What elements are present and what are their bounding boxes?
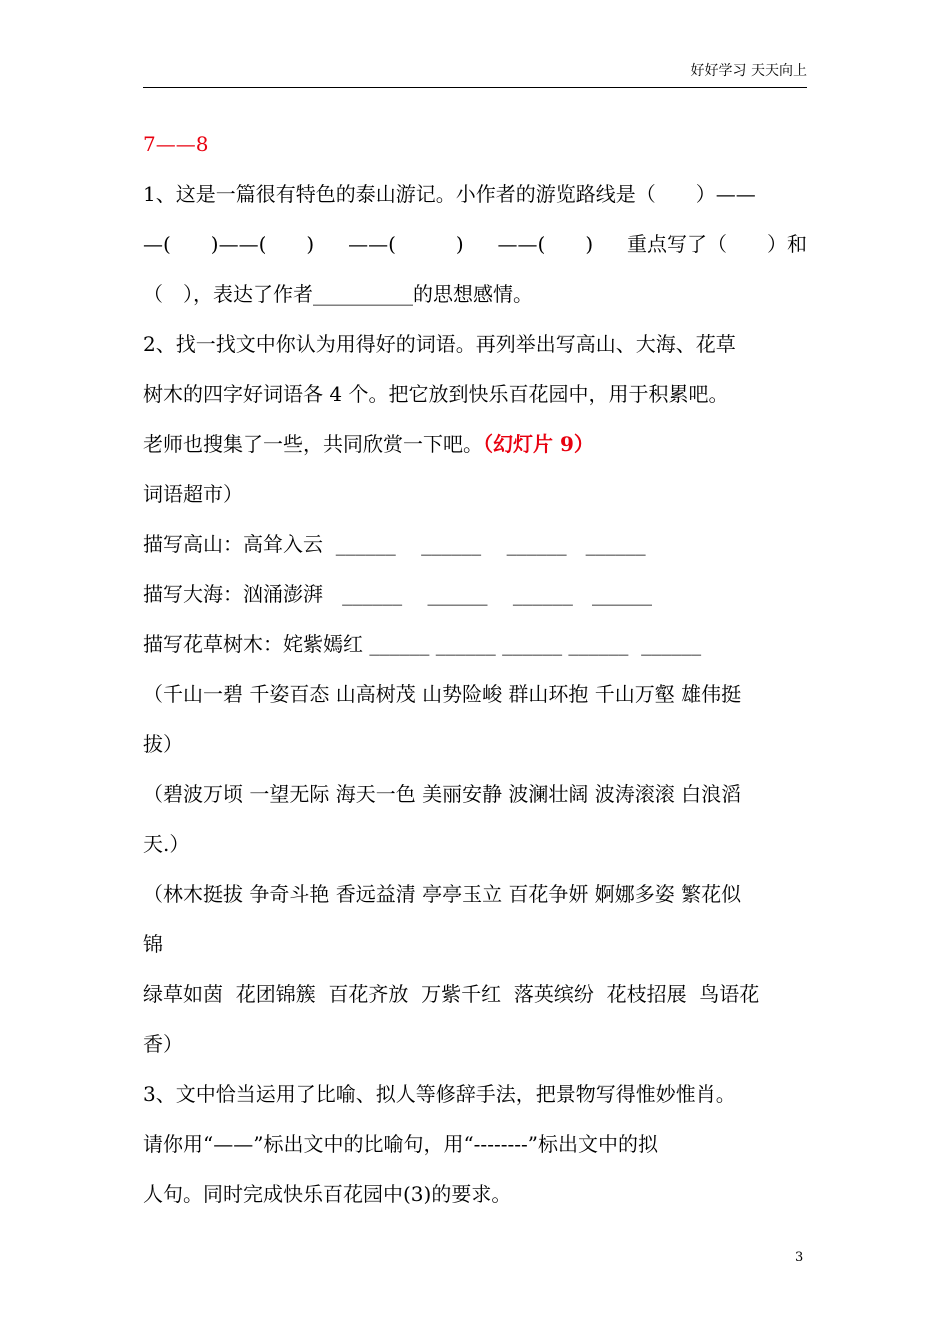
- q2-line-3: [143, 419, 807, 469]
- q1-line-1: 1、这是一篇很有特色的泰山游记。小作者的游览路线是（ ）——: [143, 182, 756, 206]
- mountain-word-list-1: （千山一碧 千姿百态 山高树茂 山势险峻 群山环抱 千山万壑 雄伟挺: [143, 682, 742, 706]
- q1-line-3: （ ），表达了作者__________的思想感情。: [143, 282, 533, 306]
- q3-line-3: 人句。同时完成快乐百花园中(3)的要求。: [143, 1182, 512, 1206]
- plant-word-list-3: 绿草如茵 花团锦簇 百花齐放 万紫千红 落英缤纷 花枝招展 鸟语花: [143, 982, 760, 1006]
- q2-line-1: 2、找一找文中你认为用得好的词语。再列举出写高山、大海、花草: [143, 332, 736, 356]
- slide-reference: （幻灯片 9）: [483, 432, 594, 456]
- plant-word-list-2: 锦: [143, 932, 163, 956]
- mountain-words-line: 描写高山：高耸入云 ______ ______ ______ ______: [143, 532, 646, 556]
- q2-line-3-text: 老师也搜集了一些，共同欣赏一下吧。: [143, 432, 483, 456]
- q1-line-2: [143, 219, 807, 269]
- page-header: 好好学习 天天向上: [690, 63, 807, 79]
- q1-line-2-part: 重点写了（ ）和: [626, 232, 807, 256]
- page-number: 3: [795, 1250, 804, 1265]
- q1-line-2-part: ——( ): [348, 232, 464, 256]
- q3-line-2: 请你用“——”标出文中的比喻句，用“--------”标出文中的拟: [143, 1132, 658, 1156]
- sea-word-list-1: （碧波万顷 一望无际 海天一色 美丽安静 波澜壮阔 波涛滚滚 白浪滔: [143, 782, 742, 806]
- word-market-title: 词语超市）: [143, 482, 243, 506]
- plant-word-list-1: （林木挺拔 争奇斗艳 香远益清 亭亭玉立 百花争妍 婀娜多姿 繁花似: [143, 882, 742, 906]
- q3-line-1: 3、文中恰当运用了比喻、拟人等修辞手法，把景物写得惟妙惟肖。: [143, 1082, 736, 1106]
- page-content: [143, 119, 807, 1219]
- q1-line-2-part: ——( ): [497, 232, 594, 256]
- mountain-word-list-2: 拔）: [143, 732, 183, 756]
- sea-words-line: 描写大海：汹涌澎湃 ______ ______ ______ ______: [143, 582, 653, 606]
- q1-line-2-part: —( )——( ): [143, 232, 315, 256]
- q2-line-2: 树木的四字好词语各 4 个。把它放到快乐百花园中，用于积累吧。: [143, 382, 729, 406]
- header-rule: [143, 87, 807, 88]
- plant-words-line: 描写花草树木：姹紫嫣红 ______ ______ ______ ______ ______: [143, 632, 702, 656]
- section-heading: 7——8: [143, 132, 209, 156]
- sea-word-list-2: 天.）: [143, 832, 190, 856]
- plant-word-list-4: 香）: [143, 1032, 183, 1056]
